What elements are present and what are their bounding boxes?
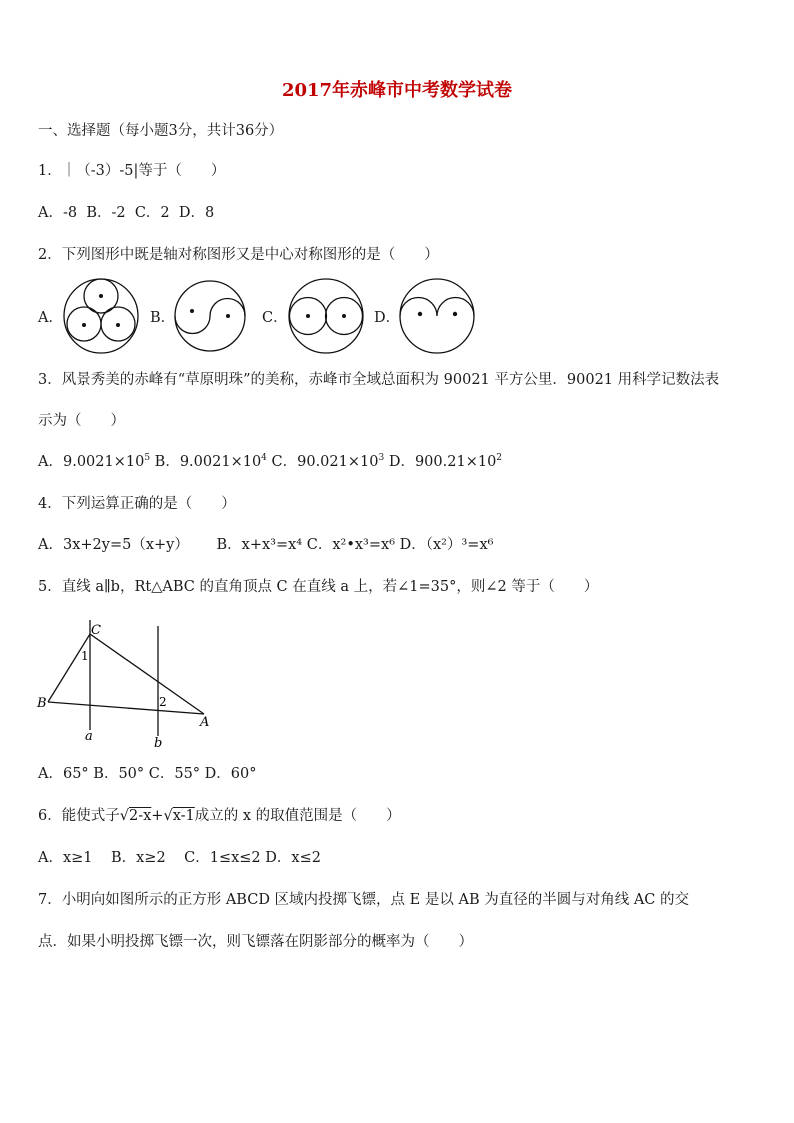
option-b-label: B． [150, 310, 176, 326]
option-b: B．$9.0021\times 10^4$ [154, 453, 267, 470]
label-angle-1: 1 [81, 649, 89, 663]
label-line-a: a [85, 729, 93, 744]
option-c: C．x²•x³=x⁶ [306, 537, 396, 553]
option-d: D．8 [178, 205, 215, 221]
figure-heart-arcs [396, 274, 480, 356]
label-line-b: b [154, 736, 163, 751]
option-a-label: A． [38, 310, 63, 326]
option-d-label: D． [374, 310, 401, 326]
option-d: D．$900.21\times 10^2$ [388, 453, 503, 470]
question-5-options [38, 764, 257, 784]
option-c-label: C． [262, 310, 288, 326]
option-d: D．60° [204, 766, 257, 782]
question-3-options [38, 452, 502, 472]
label-angle-2: 2 [159, 695, 167, 709]
option-a: A．3x+2y=5（x+y） [38, 537, 189, 553]
option-c: C．2 [134, 205, 170, 221]
question-7-stem-line2: 点．如果小明投掷飞镖一次，则飞镖落在阴影部分的概率为（ ） [38, 934, 473, 950]
option-c: C．1≤x≤2 [184, 850, 261, 866]
question-3-stem-line2: 示为（ ） [38, 413, 125, 429]
section-heading: 一、选择题（每小题3分，共计36分） [38, 123, 284, 139]
question-2-stem: 2．下列图形中既是轴对称图形又是中心对称图形的是（ ） [38, 247, 439, 263]
figure-yin-yang [172, 278, 250, 354]
question-4-options [38, 535, 493, 555]
option-b: B．x≥2 [110, 850, 166, 866]
figure-two-circles [284, 276, 368, 356]
option-a: A．$9.0021\times 10^5$ [38, 453, 151, 470]
option-b: B．-2 [86, 205, 126, 221]
question-4-stem: 4．下列运算正确的是（ ） [38, 496, 236, 512]
option-c: C．55° [148, 766, 201, 782]
question-7-stem-line1: 7．小明向如图所示的正方形 ABCD 区域内投掷飞镖，点 E 是以 AB 为直径的半圆与对角线 AC 的交 [38, 892, 689, 908]
sqrt-expression-2: √x-1 [163, 808, 195, 824]
figure-three-circles [60, 272, 144, 358]
question-5-stem: 5．直线 a∥b，Rt△ABC 的直角顶点 C 在直线 a 上，若∠1=35°，则∠2 等于（ ） [38, 579, 599, 595]
label-c: C [91, 623, 101, 638]
figure-parallel-lines-triangle [34, 612, 214, 754]
label-b: B [37, 696, 47, 711]
sqrt-expression-1: √2-x [119, 808, 152, 824]
option-a: A．65° [38, 766, 89, 782]
option-c: C．$90.021\times 10^3$ [271, 453, 385, 470]
question-3-stem-line1: 3．风景秀美的赤峰有“草原明珠”的美称，赤峰市全域总面积为 90021 平方公里．90021 用科学记数法表 [38, 372, 720, 388]
option-a: A．x≥1 [38, 850, 93, 866]
label-a: A [200, 715, 210, 730]
option-d: D．x≤2 [265, 850, 321, 866]
question-1-options [38, 203, 214, 223]
option-d: D．（x²）³=x⁶ [399, 537, 494, 553]
question-6-stem: 6．能使式子√2-x+√x-1成立的 x 的取值范围是（ ） [38, 808, 401, 824]
option-a: A．-8 [38, 205, 78, 221]
question-1-stem: 1．｜（-3）-5|等于（ ） [38, 163, 226, 179]
option-b: B．50° [93, 766, 145, 782]
question-6-options [38, 848, 321, 868]
page-title: 2017年赤峰市中考数学试卷 [281, 80, 513, 101]
option-b: B．x+x³=x⁴ [216, 537, 303, 553]
